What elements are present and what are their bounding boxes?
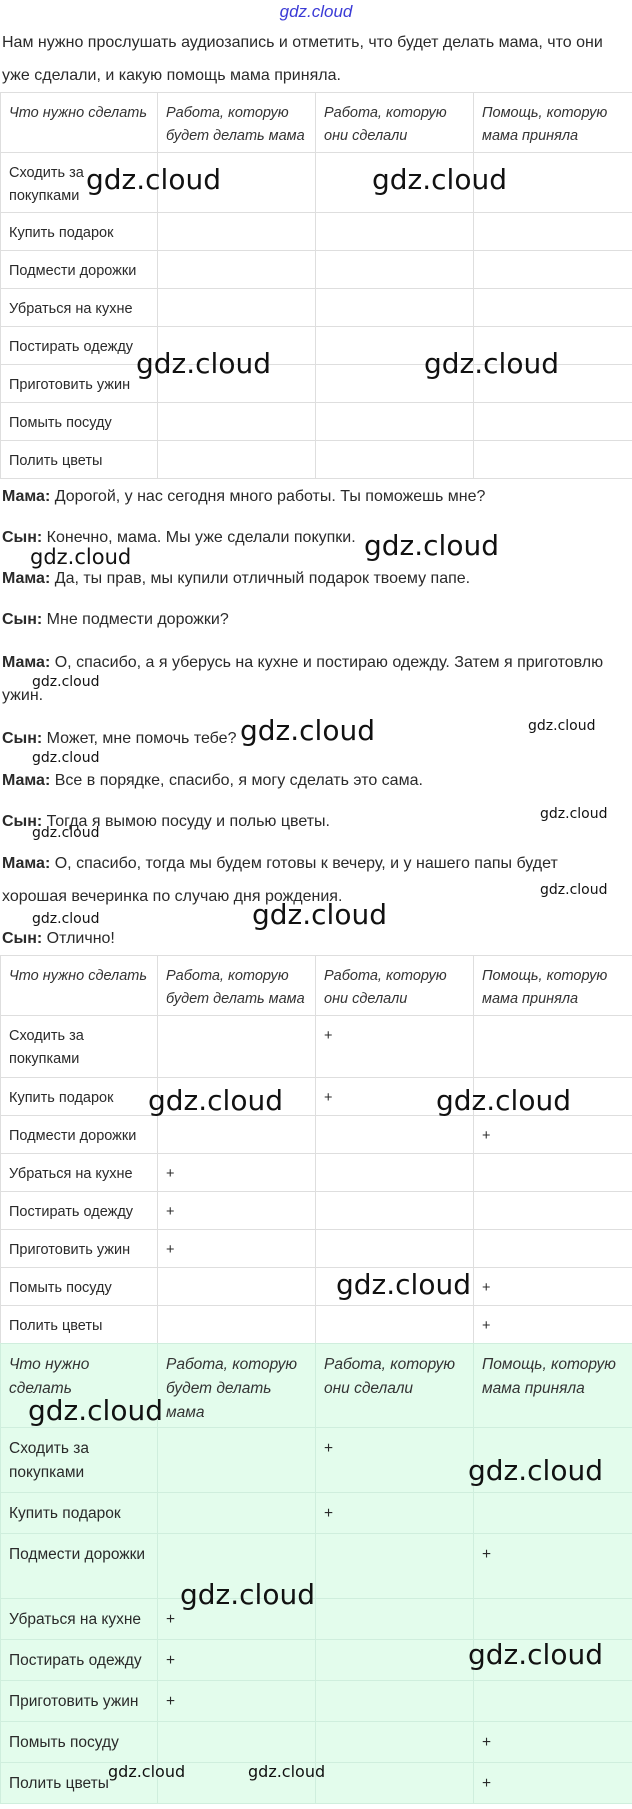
table-cell	[474, 1428, 632, 1493]
table-cell	[316, 1763, 474, 1804]
table-cell: Купить подарок	[1, 213, 158, 251]
dialogue-text: Отлично!	[42, 930, 115, 947]
header-help-accepted: Помощь, которую мама приняла	[474, 1344, 632, 1428]
dialogue-text: О, спасибо, тогда мы будем готовы к вечеру, и у нашего папы будет хорошая вечеринка по случаю дня рождения.	[2, 855, 558, 905]
dialogue-text: Может, мне помочь тебе?	[42, 730, 237, 747]
empty-task-table	[0, 92, 632, 479]
table-cell: +	[158, 1599, 316, 1640]
table-cell: Сходить за покупками	[1, 1428, 158, 1493]
table-cell: Подмести дорожки	[1, 251, 158, 289]
table-cell	[316, 327, 474, 365]
table-cell	[158, 1428, 316, 1493]
table-cell	[316, 1230, 474, 1268]
intro-text: Нам нужно прослушать аудиозапись и отметить, что будет делать мама, что они уже сделали, и какую помощь мама приняла.	[2, 34, 603, 84]
table-row	[1, 1154, 632, 1192]
header-help-accepted: Помощь, которую мама приняла	[474, 956, 632, 1016]
table-cell	[158, 1722, 316, 1763]
watermark: gdz.cloud	[32, 674, 100, 690]
table-cell: Сходить за покупками	[1, 153, 158, 213]
dialogue-line	[2, 764, 627, 797]
table-row	[1, 1016, 632, 1078]
watermark: gdz.cloud	[32, 911, 100, 927]
speaker-label: Сын:	[2, 930, 43, 947]
watermark: gdz.cloud	[32, 825, 100, 841]
table-cell: Убраться на кухне	[1, 1599, 158, 1640]
table-cell	[474, 403, 632, 441]
table-cell	[474, 1599, 632, 1640]
table-cell	[316, 1116, 474, 1154]
table-cell: Подмести дорожки	[1, 1534, 158, 1599]
table-cell	[316, 1640, 474, 1681]
table-cell	[158, 1534, 316, 1599]
table-cell	[316, 1154, 474, 1192]
table-cell: +	[316, 1428, 474, 1493]
speaker-label: Сын:	[2, 529, 43, 546]
table-cell: Сходить за покупками	[1, 1016, 158, 1078]
table-cell: Постирать одежду	[1, 327, 158, 365]
table-cell	[474, 1640, 632, 1681]
table-cell: +	[158, 1640, 316, 1681]
table-cell	[474, 327, 632, 365]
table-cell	[316, 153, 474, 213]
table-cell: Помыть посуду	[1, 1268, 158, 1306]
table-cell	[474, 153, 632, 213]
table-cell	[316, 1192, 474, 1230]
table-row	[1, 1268, 632, 1306]
dialogue-line	[2, 603, 627, 636]
speaker-label: Мама:	[2, 570, 51, 587]
dialogue-line	[2, 847, 627, 913]
table-cell	[474, 1493, 632, 1534]
speaker-label: Мама:	[2, 855, 51, 872]
table-row	[1, 403, 632, 441]
table-cell: Постирать одежду	[1, 1192, 158, 1230]
table-row	[1, 1230, 632, 1268]
header-mom-will-do: Работа, которую будет делать мама	[158, 93, 316, 153]
dialogue-text: Все в порядке, спасибо, я могу сделать это сама.	[50, 772, 423, 789]
table-cell: Подмести дорожки	[1, 1116, 158, 1154]
table-cell: Полить цветы	[1, 1306, 158, 1344]
header-task: Что нужно сделать	[1, 1344, 158, 1428]
table-row	[1, 1306, 632, 1344]
table-cell	[474, 441, 632, 479]
speaker-label: Сын:	[2, 611, 43, 628]
table-cell: Полить цветы	[1, 1763, 158, 1804]
table-cell: Помыть посуду	[1, 403, 158, 441]
watermark: gdz.cloud	[540, 806, 608, 822]
table-row	[1, 1116, 632, 1154]
table-row	[1, 251, 632, 289]
watermark: gdz.cloud	[30, 545, 132, 569]
table-cell: +	[316, 1493, 474, 1534]
watermark: gdz.cloud	[252, 898, 387, 931]
table-row	[1, 1763, 632, 1804]
table-cell	[158, 441, 316, 479]
dialogue-line	[2, 480, 627, 513]
watermark: gdz.cloud	[468, 1638, 603, 1671]
watermark: gdz.cloud	[148, 1084, 283, 1117]
speaker-label: Мама:	[2, 654, 51, 671]
table-cell	[474, 251, 632, 289]
header-task: Что нужно сделать	[1, 956, 158, 1016]
table-cell	[158, 1306, 316, 1344]
table-cell: Купить подарок	[1, 1078, 158, 1116]
table-row	[1, 153, 632, 213]
table-cell: +	[474, 1534, 632, 1599]
table-cell	[474, 1078, 632, 1116]
table-row	[1, 1493, 632, 1534]
table-cell: +	[158, 1192, 316, 1230]
watermark: gdz.cloud	[32, 750, 100, 766]
table-cell: Приготовить ужин	[1, 1681, 158, 1722]
table-cell	[316, 1681, 474, 1722]
watermark: gdz.cloud	[248, 1762, 326, 1781]
table-cell	[316, 441, 474, 479]
dialogue-line	[2, 922, 627, 955]
dialogue-text: Мне подмести дорожки?	[42, 611, 229, 628]
table-cell	[474, 1230, 632, 1268]
watermark: gdz.cloud	[372, 163, 507, 196]
table-cell: +	[474, 1722, 632, 1763]
table-cell: Полить цветы	[1, 441, 158, 479]
table-cell	[158, 1016, 316, 1078]
watermark: gdz.cloud	[436, 1084, 571, 1117]
watermark: gdz.cloud	[424, 347, 559, 380]
table-cell	[316, 1268, 474, 1306]
table-cell: Приготовить ужин	[1, 365, 158, 403]
site-logo[interactable]: gdz.cloud	[279, 2, 353, 21]
table-cell: Купить подарок	[1, 1493, 158, 1534]
table-cell: +	[474, 1268, 632, 1306]
watermark: gdz.cloud	[528, 718, 596, 734]
dialogue-text: Да, ты прав, мы купили отличный подарок твоему папе.	[50, 570, 471, 587]
table-cell	[316, 403, 474, 441]
dialogue-line	[2, 521, 627, 554]
table-cell: +	[316, 1016, 474, 1078]
table-cell	[474, 289, 632, 327]
dialogue-line	[2, 562, 627, 595]
table-cell	[158, 153, 316, 213]
speaker-label: Мама:	[2, 488, 51, 505]
watermark: gdz.cloud	[136, 347, 271, 380]
dialogue-text: Тогда я вымою посуду и полью цветы.	[42, 813, 330, 830]
table-row	[1, 289, 632, 327]
speaker-label: Мама:	[2, 772, 51, 789]
table-cell: Убраться на кухне	[1, 1154, 158, 1192]
watermark: gdz.cloud	[336, 1268, 471, 1301]
watermark: gdz.cloud	[28, 1394, 163, 1427]
table-cell	[316, 1534, 474, 1599]
table-row	[1, 1722, 632, 1763]
table-cell	[158, 213, 316, 251]
table-row	[1, 1192, 632, 1230]
table-cell	[158, 327, 316, 365]
table-cell: Помыть посуду	[1, 1722, 158, 1763]
table-cell: +	[158, 1230, 316, 1268]
header-mom-will-do: Работа, которую будет делать мама	[158, 1344, 316, 1428]
table-row	[1, 365, 632, 403]
table-row	[1, 213, 632, 251]
header-task: Что нужно сделать	[1, 93, 158, 153]
table-row	[1, 1640, 632, 1681]
dialogue-line	[2, 722, 627, 755]
table-cell	[316, 1599, 474, 1640]
watermark: gdz.cloud	[468, 1454, 603, 1487]
table-cell	[316, 289, 474, 327]
header-mom-will-do: Работа, которую будет делать мама	[158, 956, 316, 1016]
table-cell	[158, 1078, 316, 1116]
answer-table-highlighted	[0, 1343, 632, 1804]
answer-table	[0, 955, 632, 1344]
header-done: Работа, которую они сделали	[316, 1344, 474, 1428]
table-cell: +	[474, 1763, 632, 1804]
table-row	[1, 1078, 632, 1116]
header-help-accepted: Помощь, которую мама приняла	[474, 93, 632, 153]
table-cell: +	[158, 1154, 316, 1192]
table-cell	[316, 365, 474, 403]
watermark: gdz.cloud	[240, 714, 375, 747]
dialogue-text: Дорогой, у нас сегодня много работы. Ты поможешь мне?	[50, 488, 486, 505]
dialogue-line	[2, 646, 627, 712]
table-row	[1, 327, 632, 365]
watermark: gdz.cloud	[364, 529, 499, 562]
dialogue-text: О, спасибо, а я уберусь на кухне и постираю одежду. Затем я приготовлю ужин.	[2, 654, 604, 704]
table-cell: Убраться на кухне	[1, 289, 158, 327]
speaker-label: Сын:	[2, 730, 43, 747]
watermark: gdz.cloud	[540, 882, 608, 898]
table-cell	[158, 1268, 316, 1306]
table-cell	[316, 1722, 474, 1763]
table-row	[1, 1534, 632, 1599]
table-cell: +	[158, 1681, 316, 1722]
table-cell: +	[474, 1306, 632, 1344]
watermark: gdz.cloud	[180, 1578, 315, 1611]
table-cell	[158, 289, 316, 327]
header-done: Работа, которую они сделали	[316, 93, 474, 153]
table-cell	[474, 365, 632, 403]
watermark: gdz.cloud	[86, 163, 221, 196]
table-cell: +	[474, 1116, 632, 1154]
table-cell: Постирать одежду	[1, 1640, 158, 1681]
table-cell	[474, 1192, 632, 1230]
header-done: Работа, которую они сделали	[316, 956, 474, 1016]
speaker-label: Сын:	[2, 813, 43, 830]
table-cell: +	[316, 1078, 474, 1116]
table-cell	[316, 1306, 474, 1344]
table-cell	[158, 1763, 316, 1804]
table-row	[1, 1599, 632, 1640]
dialogue-text: Конечно, мама. Мы уже сделали покупки.	[42, 529, 356, 546]
table-cell	[158, 365, 316, 403]
watermark: gdz.cloud	[108, 1762, 186, 1781]
table-row	[1, 441, 632, 479]
table-cell	[158, 251, 316, 289]
table-cell	[316, 213, 474, 251]
table-cell	[474, 1681, 632, 1722]
table-cell	[474, 1016, 632, 1078]
table-cell	[158, 403, 316, 441]
table-cell	[158, 1493, 316, 1534]
table-cell	[474, 1154, 632, 1192]
table-row	[1, 1681, 632, 1722]
table-cell	[474, 213, 632, 251]
table-row	[1, 1428, 632, 1493]
table-cell	[158, 1116, 316, 1154]
dialogue-line	[2, 805, 627, 838]
table-cell: Приготовить ужин	[1, 1230, 158, 1268]
table-cell	[316, 251, 474, 289]
